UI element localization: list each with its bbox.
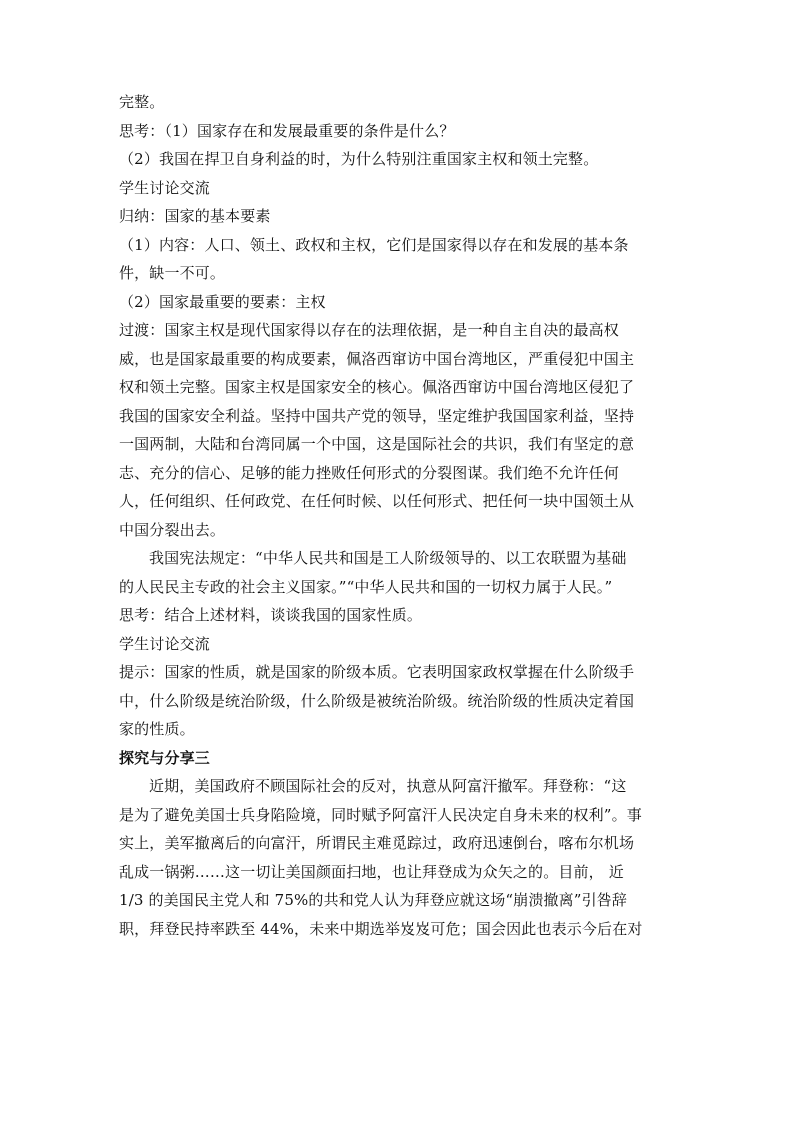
text-line: 我国宪法规定：“中华人民共和国是工人阶级领导的、以工农联盟为基础 — [149, 549, 627, 567]
text-line: 件，缺一不可。 — [119, 264, 226, 282]
text-line: 完整。 — [119, 93, 165, 111]
text-line: 的人民民主专政的社会主义国家。”“中华人民共和国的一切权力属于人民。” — [119, 577, 613, 596]
text-line: 威，也是国家最重要的构成要素，佩洛西窜访中国台湾地区，严重侵犯中国主 — [119, 349, 635, 368]
text-line: 提示：国家的性质，就是国家的阶级本质。它表明国家政权掌握在什么阶级手 — [119, 663, 635, 681]
text-line: 志、充分的信心、足够的能力挫败任何形式的分裂图谋。我们绝不允许任何 — [119, 463, 619, 482]
text-line: 人，任何组织、任何政党、在任何时候、以任何形式、把任何一块中国领土从 — [119, 492, 635, 510]
section-heading: 探究与分享三 — [119, 748, 210, 767]
text-line: 归纳：国家的基本要素 — [119, 207, 271, 225]
text-line: 近期，美国政府不顾国际社会的反对，执意从阿富汗撤军。拜登称：“这 — [149, 777, 627, 795]
text-line: 家的性质。 — [119, 720, 195, 738]
text-line: 1/3 的美国民主党人和 75%的共和党人认为拜登应就这场“崩溃撤离”引咎辞 — [119, 891, 628, 909]
text-line: 是为了避免美国士兵身陷险境，同时赋予阿富汗人民决定自身未来的权利”。事 — [119, 805, 642, 824]
text-line: （1）内容：人口、领土、政权和主权，它们是国家得以存在和发展的基本条 — [119, 235, 629, 254]
text-line: 实上，美军撤离后的向富汗，所谓民主难觅踪过，政府迅速倒台，喀布尔机场 — [119, 834, 635, 852]
text-line: 思考：结合上述材料，谈谈我国的国家性质。 — [119, 606, 423, 624]
text-line: 一国两制，大陆和台湾同属一个中国，这是国际社会的共识，我们有坚定的意 — [119, 435, 635, 453]
text-line: 权和领土完整。国家主权是国家安全的核心。佩洛西窜访中国台湾地区侵犯了 — [119, 378, 635, 396]
text-line: 过渡：国家主权是现代国家得以存在的法理依据，是一种自主自决的最高权 — [119, 321, 619, 339]
text-line: 中国分裂出去。 — [119, 520, 226, 539]
text-line: 乱成一锅粥……这一切让美国颜面扫地，也让拜登成为众矢之的。目前， 近 — [119, 862, 624, 881]
document-body — [119, 88, 679, 943]
text-line: 思考：（1）国家存在和发展最重要的条件是什么？ — [119, 121, 455, 140]
text-line: 学生讨论交流 — [119, 178, 210, 197]
text-line: 我国的国家安全利益。坚持中国共产党的领导，坚定维护我国国家利益，坚持 — [119, 406, 635, 425]
text-line: 职，拜登民持率跌至 44%，未来中期选举岌岌可危；国会因此也表示今后在对 — [119, 919, 643, 938]
text-line: 中，什么阶级是统治阶级，什么阶级是被统治阶级。统治阶级的性质决定着国 — [119, 691, 635, 710]
text-line: （2）我国在捍卫自身利益的时，为什么特别注重国家主权和领土完整。 — [119, 150, 599, 168]
text-line: （2）国家最重要的要素：主权 — [119, 292, 326, 311]
text-line: 学生讨论交流 — [119, 634, 210, 653]
